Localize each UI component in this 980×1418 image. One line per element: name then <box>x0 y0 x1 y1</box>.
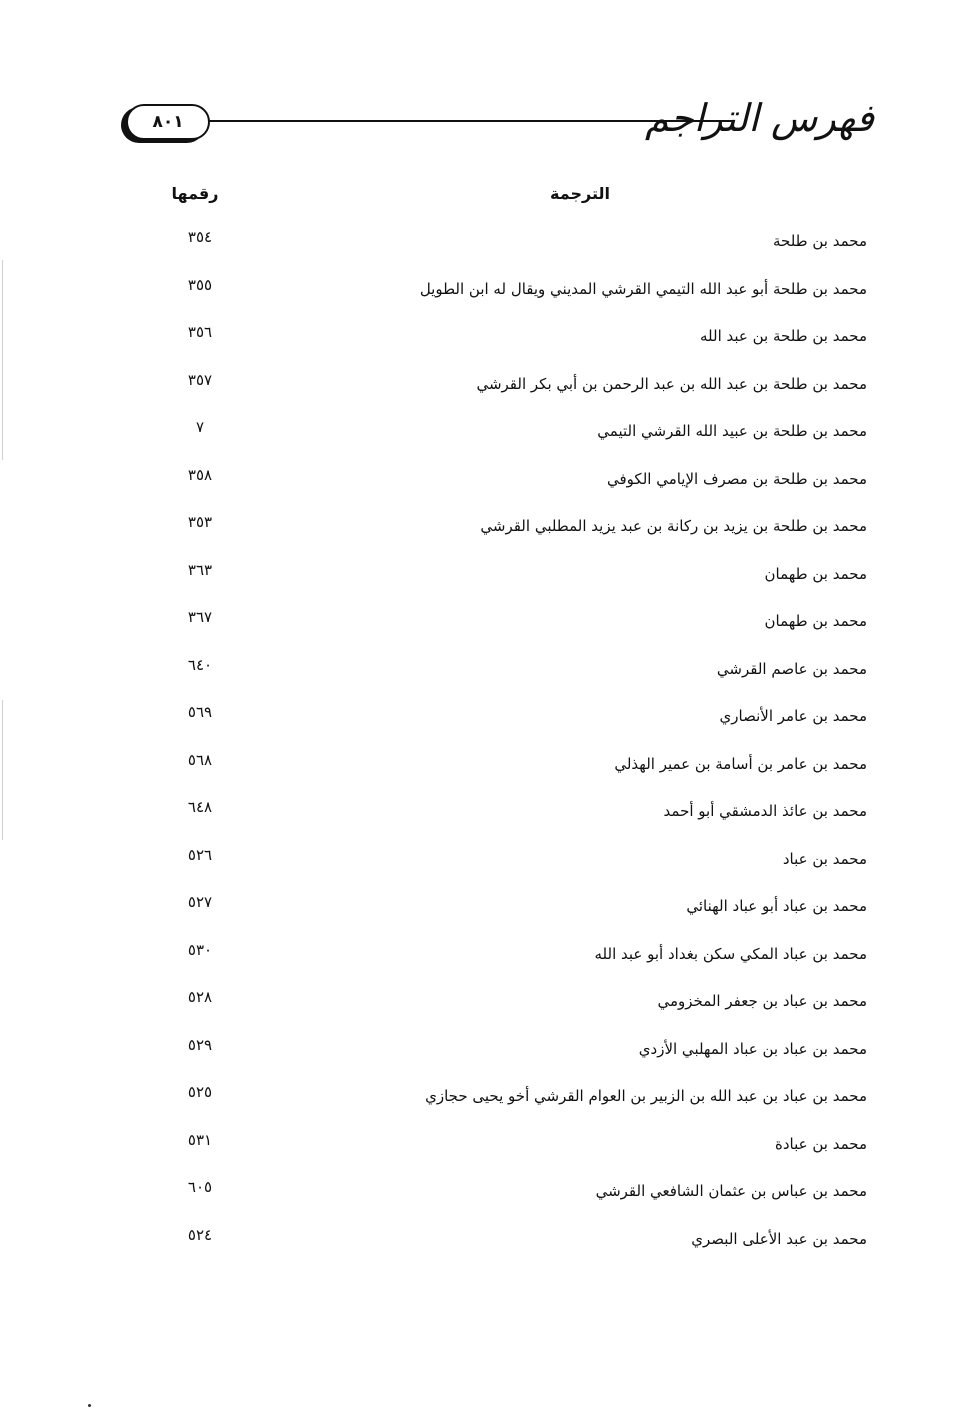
entry-name: محمد بن طلحة بن عبد الله <box>699 327 867 345</box>
list-item <box>0 745 980 793</box>
list-item <box>0 555 980 603</box>
entry-name: محمد بن عباد بن عباد المهلبي الأزدي <box>638 1039 867 1058</box>
scan-dot <box>88 1404 91 1407</box>
entry-name: محمد بن طلحة بن عبد الله بن عبد الرحمن بن أبي بكر القرشي <box>476 374 867 393</box>
list-item <box>0 1030 980 1078</box>
entry-name: محمد بن طلحة بن مصرف الإيامي الكوفي <box>606 469 867 488</box>
entry-name: محمد بن عباد <box>782 849 867 868</box>
entry-name: محمد بن عباد المكي سكن بغداد أبو عبد الله <box>594 944 867 963</box>
entry-number: ٣٥٧ <box>187 370 213 389</box>
entry-name: محمد بن عبادة <box>775 1134 867 1153</box>
entry-name: محمد بن طلحة بن عبيد الله القرشي التيمي <box>597 422 867 440</box>
list-item <box>0 1220 980 1268</box>
entry-number: ٥٢٨ <box>187 988 213 1006</box>
entry-name: محمد بن طهمان <box>764 612 867 630</box>
entry-number: ٣٦٧ <box>187 608 213 626</box>
entry-name: محمد بن عائذ الدمشقي أبو أحمد <box>663 802 867 820</box>
list-item <box>0 697 980 745</box>
entry-name: محمد بن عباد أبو عباد الهنائي <box>686 897 867 915</box>
list-item <box>0 935 980 983</box>
list-item <box>0 507 980 555</box>
list-item <box>0 887 980 935</box>
entry-number: ٦٤٨ <box>187 798 213 816</box>
entry-number: ٥٢٩ <box>187 1035 213 1054</box>
page-title: فهرس التراجم <box>644 96 874 140</box>
list-item <box>0 270 980 318</box>
scan-edge-mark <box>2 260 3 460</box>
column-header-number: رقمها <box>171 184 219 203</box>
entry-name: محمد بن عامر بن أسامة بن عمير الهذلي <box>614 754 867 773</box>
list-item <box>0 365 980 413</box>
list-item <box>0 1172 980 1220</box>
entry-number: ٣٥٦ <box>187 323 213 341</box>
entries-list <box>0 222 980 1267</box>
entry-number: ٣٥٥ <box>187 275 213 294</box>
list-item <box>0 602 980 650</box>
page-number-badge: ٨٠١ <box>126 104 210 140</box>
list-item <box>0 1125 980 1173</box>
entry-number: ٥٢٧ <box>187 893 213 911</box>
entry-name: محمد بن طلحة بن يزيد بن ركانة بن عبد يزيد المطلبي القرشي <box>480 517 867 535</box>
entry-name: محمد بن عباد بن عبد الله بن الزبير بن العوام القرشي أخو يحيى حجازي <box>425 1087 867 1105</box>
list-item <box>0 412 980 460</box>
column-header-entry: الترجمة <box>550 184 610 203</box>
entry-name: محمد بن طهمان <box>764 564 867 583</box>
entry-name: محمد بن طلحة <box>772 232 867 250</box>
entry-number: ٥٣٠ <box>187 940 213 959</box>
entry-name: محمد بن عباس بن عثمان الشافعي القرشي <box>595 1182 867 1200</box>
list-item <box>0 222 980 270</box>
entry-name: محمد بن عامر الأنصاري <box>719 707 867 725</box>
list-item <box>0 792 980 840</box>
list-item <box>0 982 980 1030</box>
entry-name: محمد بن عبد الأعلى البصري <box>691 1229 867 1248</box>
entry-number: ٦٠٥ <box>187 1178 213 1196</box>
entry-name: محمد بن طلحة أبو عبد الله التيمي القرشي المديني ويقال له ابن الطويل <box>419 279 867 298</box>
entry-number: ٥٢٦ <box>187 845 213 864</box>
entry-name: محمد بن عاصم القرشي <box>716 659 867 678</box>
entry-number: ٥٢٤ <box>187 1225 213 1244</box>
entry-number: ٣٥٣ <box>187 513 213 531</box>
entry-number: ٥٦٨ <box>187 750 213 769</box>
entry-number: ٥٢٥ <box>187 1083 213 1101</box>
entry-number: ٧ <box>195 418 205 436</box>
list-item <box>0 317 980 365</box>
list-item <box>0 460 980 508</box>
entry-number: ٣٦٣ <box>187 560 213 579</box>
list-item <box>0 1077 980 1125</box>
header-rule <box>200 120 732 122</box>
scan-edge-mark <box>2 700 3 840</box>
entry-number: ٣٥٨ <box>187 465 213 484</box>
entry-name: محمد بن عباد بن جعفر المخزومي <box>657 992 867 1010</box>
list-item <box>0 650 980 698</box>
entry-number: ٣٥٤ <box>187 228 213 246</box>
list-item <box>0 840 980 888</box>
entry-number: ٦٤٠ <box>187 655 213 674</box>
entry-number: ٥٣١ <box>187 1130 213 1149</box>
entry-number: ٥٦٩ <box>187 703 213 721</box>
